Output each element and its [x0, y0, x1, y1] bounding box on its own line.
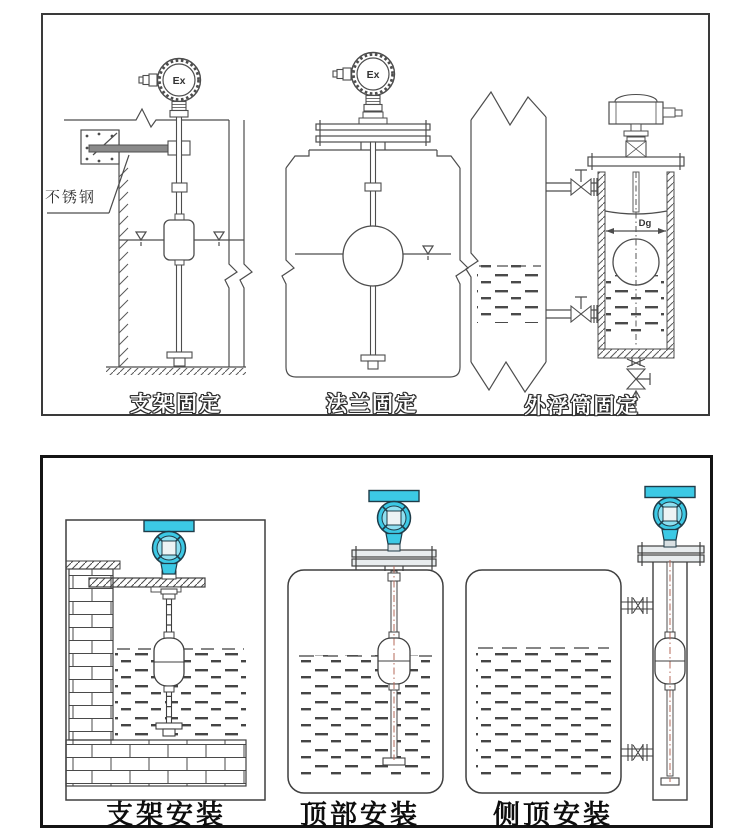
- float-collar: [175, 214, 184, 220]
- figure-caption-side-top-install: 侧顶安装: [493, 800, 613, 830]
- ex-transmitter-head-icon: [139, 59, 201, 118]
- lower-pipe-valve-icon: [621, 744, 653, 761]
- union-nut: [161, 589, 177, 594]
- rod-end-stop: [361, 355, 385, 361]
- dg-dimension-label: Dg: [638, 218, 652, 229]
- fixing-methods-drawing: [43, 15, 708, 414]
- union-plate: [627, 137, 645, 141]
- ceiling-line: [64, 109, 229, 127]
- neck-nut: [363, 112, 383, 118]
- brick-wall: [69, 569, 113, 740]
- brick-floor: [66, 740, 246, 786]
- level-symbol: [136, 232, 146, 246]
- figure-bracket-fixing: [47, 59, 252, 376]
- rod-end-stop: [167, 352, 192, 358]
- chamber-flange: [588, 157, 684, 166]
- float: [164, 220, 194, 260]
- rod-end-tip: [368, 361, 378, 369]
- liquid-dashes: [476, 647, 611, 779]
- figure-side-top-install: [466, 487, 704, 801]
- liquid-dashes: [477, 265, 541, 323]
- figure-caption-flange-fixing: 法兰固定: [326, 393, 418, 416]
- rod-end-tip: [163, 729, 175, 736]
- ex-marking: Ex: [172, 75, 186, 87]
- fixing-methods-panel: [41, 13, 710, 416]
- figure-caption-external-chamber-fixing: 外浮筒固定: [524, 395, 640, 418]
- pit-wall: [240, 120, 252, 367]
- junction-head: [609, 102, 663, 124]
- flange-bar: [352, 559, 436, 566]
- figure-top-install: [288, 491, 443, 794]
- union-plate: [624, 131, 648, 136]
- float-collar: [175, 260, 184, 265]
- ex-transmitter-head-icon: [333, 53, 395, 112]
- rod-end-tip: [174, 358, 185, 366]
- union-nut: [163, 594, 175, 599]
- figure-external-chamber-fixing: [466, 92, 684, 412]
- wall-cap: [66, 561, 120, 569]
- wall-hatch: [119, 168, 128, 367]
- lower-valve-icon: [546, 297, 598, 323]
- head-stem: [631, 124, 641, 131]
- figure-flange-fixing: [282, 53, 468, 378]
- transmitter-head-icon: [645, 487, 695, 541]
- figure-caption-top-install: 顶部安装: [300, 800, 420, 830]
- chamber-wall: [667, 172, 674, 349]
- upper-valve-icon: [546, 170, 598, 196]
- level-symbol: [214, 232, 224, 246]
- stainless-steel-label: 不锈钢: [45, 189, 97, 206]
- float-ball: [343, 226, 403, 286]
- rod-coupling: [365, 183, 381, 191]
- figure-caption-bracket-install: 支架安装: [106, 800, 226, 830]
- neck-nut: [359, 118, 387, 124]
- float-collar: [164, 686, 174, 692]
- flange-bar: [638, 555, 704, 562]
- level-symbol: [423, 246, 433, 260]
- chamber-wall: [598, 172, 605, 349]
- ex-marking: Ex: [366, 69, 380, 81]
- bracket-shelf: [89, 578, 205, 587]
- flange-bar: [316, 124, 430, 130]
- installation-methods-panel: [40, 455, 713, 828]
- rod-coupling: [172, 183, 187, 192]
- rod-end-stop: [156, 723, 182, 729]
- figure-caption-bracket-fixing: 支架固定: [130, 393, 222, 416]
- ground-hatch: [106, 368, 246, 375]
- figure-bracket-install: [66, 520, 265, 800]
- tank-break-bottom: [471, 362, 546, 392]
- transmitter-head-icon: [369, 491, 419, 545]
- chamber-bottom: [598, 349, 674, 358]
- cable-gland-icon: [663, 108, 675, 117]
- flange-bar: [316, 136, 430, 142]
- tank-wall-left: [466, 120, 478, 362]
- upper-pipe-valve-icon: [621, 597, 653, 614]
- cable-gland-icon: [675, 110, 682, 116]
- tank-break-top: [471, 92, 546, 125]
- liquid-dashes: [301, 655, 430, 781]
- bracket-arm: [89, 145, 171, 152]
- pit-wall: [225, 120, 237, 367]
- installation-methods-drawing: [43, 458, 710, 825]
